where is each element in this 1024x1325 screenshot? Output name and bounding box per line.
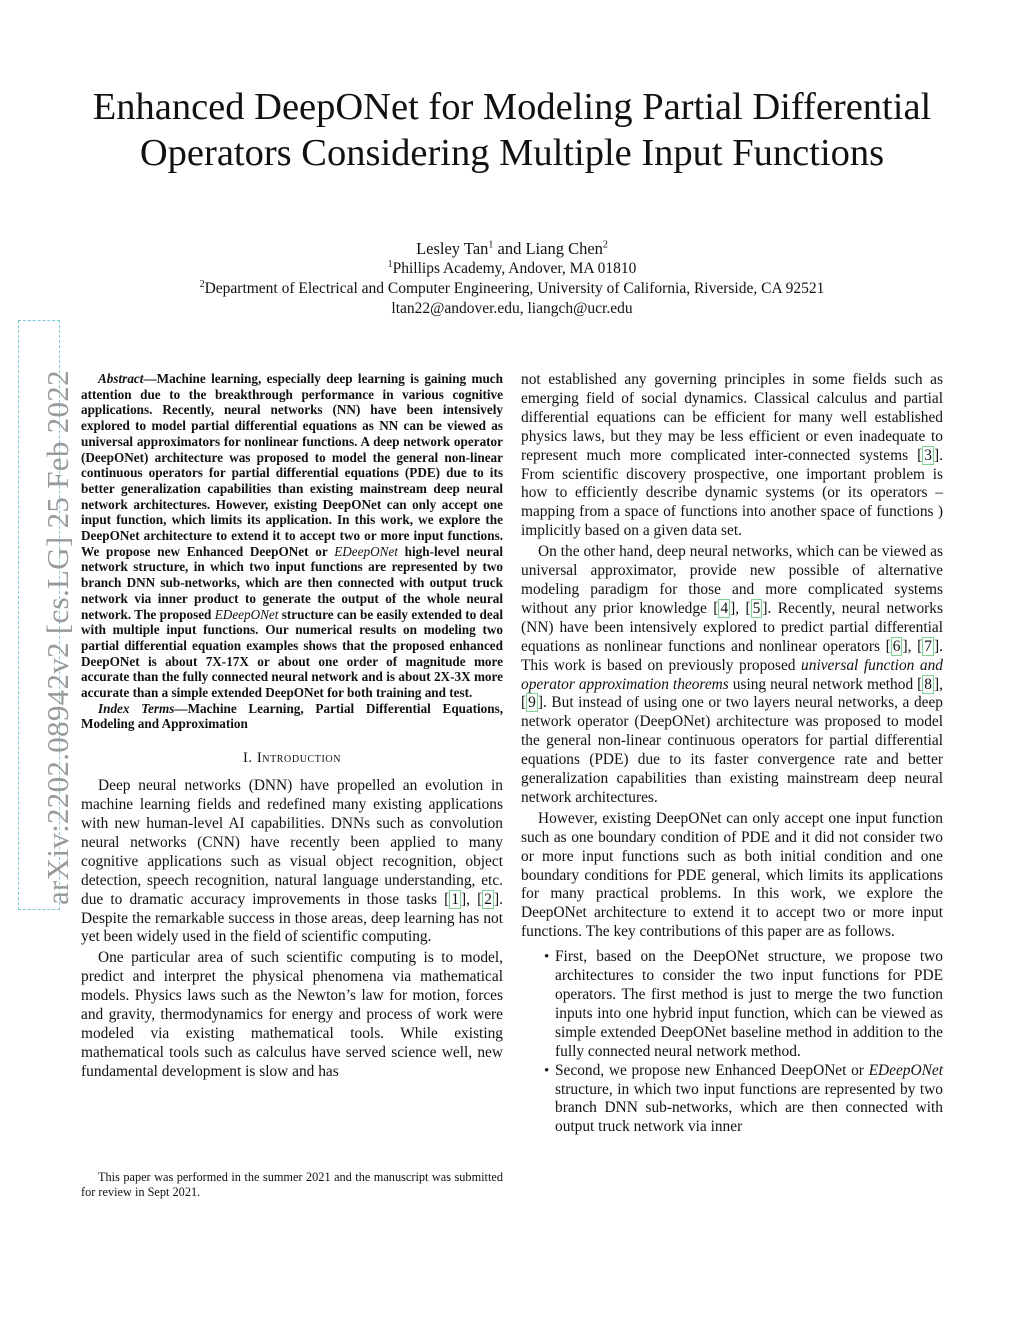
index-terms-dash: — <box>174 700 188 716</box>
abstract-text-1: Machine learning, especially deep learning is gaining much attention due to the breakthrough performance in various cognitive applications. Recently, neural networks (NN) have been intensively explored to model partial differential equations as NN can be viewed as universal approximators for nonlinear functions. A deep network operator (DeepONet) architecture was proposed to model the general non-linear continuous operators for partial differential equations (PDE) due to its better generalization capabilities than existing mainstream deep neural network architectures. However, existing DeepONet can only accept one input function, which limits its application. In this work, we explore the DeepONet architecture to extend it to accept two or more input functions. We propose new Enhanced DeepONet or <box>81 371 503 559</box>
list-item <box>521 1062 943 1138</box>
citation-link[interactable]: 2 <box>484 890 492 908</box>
intro-paragraph-continued: not established any governing principles in some fields such as emerging field of social dynamics. Classical calculus and partial differential equations can be efficient for many well established physics laws, but they may be less efficient or even inadequate to represent much more complicated inter-connected systems [ 3 ]. From scientific discovery prospective, one important problem is how to efficiently describe dynamic systems (or its operators – mapping from a space of functions into another space of functions ) implicitly based on a given data set. <box>521 371 943 540</box>
left-column <box>81 371 503 1082</box>
contribution-2-text-a: Second, we propose new Enhanced DeepONet or <box>555 1061 869 1079</box>
citation-link[interactable]: 1 <box>451 890 460 908</box>
author-and: and <box>493 239 526 258</box>
section-heading-introduction: I. Introduction <box>242 750 342 767</box>
footnote: This paper was performed in the summer 2021 and the manuscript was submitted for review in Sept 2021. <box>81 1170 503 1199</box>
paper-title: Enhanced DeepONet for Modeling Partial Differential Operators Considering Multiple Input Functions <box>92 86 932 174</box>
intro-r2-sep-1: , <box>735 599 746 617</box>
affiliation-1-text: Phillips Academy, Andover, MA 01810 <box>392 260 637 277</box>
intro-r2-sep-2: , <box>907 637 918 655</box>
citation-link[interactable]: 9 <box>528 694 536 712</box>
contributions-list <box>521 948 943 1137</box>
contribution-2-italic: EDeepONet <box>868 1061 943 1079</box>
author-2-sup: 2 <box>602 239 608 251</box>
intro-r1-text-a: not established any governing principles in some fields such as emerging field of social dynamics. Classical calculus and partial differential equations can be efficient for many well established physics laws, but they may be less efficient or even inadequate to represent much more complicated inter-connected systems <box>521 371 943 464</box>
citation-link[interactable]: 5 <box>752 599 761 617</box>
intro-r2-text-h: . But instead of using one or two layers neural networks, a deep network operator (DeepONet) architecture was proposed to model the general non-linear continuous operators for partial differential equations (PDE) due to its faster convergence rate and better generalization capabilities than existing mainstream deep neural network architectures. <box>521 694 943 806</box>
author-emails[interactable]: ltan22@andover.edu, liangch@ucr.edu <box>391 300 633 317</box>
intro-paragraph-3: On the other hand, deep neural networks, which can be viewed as universal approximator, provide new possible of alternative modeling paradigm for those and more complicated systems without any prior knowledge [ 4 ], [ 5 ]. Recently, neural networks (NN) have been intensively explored to predict partial differential equations as nonlinear functions and nonlinear operators [ 6 ], [ 7 ]. This work is based on previously proposed universal function and operator approximation theorems using neural network method [ 8 ], [ 9 ]. But instead of using one or two layers neural networks, a deep network operator (DeepONet) architecture was proposed to model the general non-linear continuous operators for partial differential equations (PDE) due to its faster convergence rate and better generalization capabilities than existing mainstream deep neural network architectures. <box>521 543 943 806</box>
abstract-label: Abstract <box>98 371 144 386</box>
list-item <box>521 948 943 1061</box>
abstract <box>81 371 503 701</box>
author-1-sup: 1 <box>488 239 494 251</box>
intro-p1-text-a: Deep neural networks (DNN) have propelled an evolution in machine learning fields and redefined many existing applications with new human-level AI capabilities. DNNs such as convolution neural networks (CNN) have recently been applied to many cognitive applications such as visual object recognition, object detection, speech recognition, natural language understanding, etc. due to dramatic accuracy improvements in those tasks <box>81 777 503 908</box>
intro-p1-sep: , <box>466 890 478 908</box>
citation-link[interactable]: 4 <box>720 599 729 617</box>
citation-link[interactable]: 8 <box>924 675 932 693</box>
intro-r2-sep-3: , <box>939 675 943 693</box>
citation-link[interactable]: 7 <box>924 637 932 655</box>
author-1: Lesley Tan <box>416 239 489 258</box>
citation-link[interactable]: 6 <box>892 637 901 655</box>
bullet-icon: • <box>544 1062 550 1079</box>
affiliation-2-text: Department of Electrical and Computer Engineering, University of California, Riverside, CA 92521 <box>204 280 825 297</box>
affiliation-2 <box>80 279 944 299</box>
contribution-2-text-b: structure, in which two input functions are represented by two branch DNN sub-networks, which are then connected with output truck network via inner <box>555 1080 943 1136</box>
affiliation-1 <box>80 259 944 279</box>
abstract-text-3: structure can be easily extended to deal with multiple input functions. Our numerical results on modeling two partial differential equation examples shows that the proposed enhanced DeepONet is about 7X-17X or about one order of magnitude more accurate than the fully connected neural network and is about 2X-3X more accurate than a simple extended DeepONet for both training and test. <box>81 606 503 701</box>
intro-paragraph-2: One particular area of such scientific computing is to model, predict and interpret the physical phenomena via mathematical models. Physics laws such as the Newton’s law for motion, forces and gravity, thermodynamics for energy and process of work were modeled via existing mathematical tools. While existing mathematical tools such as calculus have served science well, new fundamental development is slow and has <box>81 949 503 1080</box>
index-terms <box>81 701 503 732</box>
intro-p1-text-c: . Despite the remarkable success in those areas, deep learning has not yet been widely used in the field of scientific computing. <box>81 890 503 946</box>
contribution-1-text: First, based on the DeepONet structure, we propose two architectures to consider the two input functions for PDE operators. The first method is just to merge the two function inputs into one hybrid input function, which can be viewed as simple extended DeepONet baseline method in addition to the fully connected neural network method. <box>555 948 943 1060</box>
intro-r2-text-a: On the other hand, deep neural networks, which can be viewed as universal approximator, provide new possible of alternative modeling paradigm for those and more complicated systems without any prior knowledge <box>521 543 943 617</box>
arxiv-identifier[interactable]: arXiv:2202.08942v2 [cs.LG] 25 Feb 2022 <box>40 370 75 905</box>
abstract-edeeponet-2: EDeepONet <box>214 606 279 622</box>
citation-link[interactable]: 3 <box>924 446 932 464</box>
index-terms-label: Index Terms <box>98 700 175 716</box>
author-2: Liang Chen <box>525 239 603 258</box>
intro-r2-text-e: . This work is based on previously proposed <box>521 637 943 674</box>
intro-r2-text-c: . Recently, neural networks (NN) have been intensively explored to predict partial differential equations as nonlinear functions and nonlinear operators <box>521 599 943 655</box>
author-names <box>80 238 944 259</box>
intro-r2-text-f: using neural network method <box>728 675 918 693</box>
abstract-edeeponet-1: EDeepONet <box>334 543 398 559</box>
intro-r2-italic: universal function and operator approximation theorems <box>521 656 943 693</box>
intro-r1-text-b: . From scientific discovery prospective, one important problem is how to efficiently describe dynamic systems (or its operators – mapping from a space of functions into another space of functions ) implicitly based on a given data set. <box>521 446 943 540</box>
bullet-icon: • <box>544 949 550 966</box>
abstract-text-2: high-level neural network structure, in which two input functions are represented by two branch DNN sub-networks, which are then connected with output truck network via inner product to generate the output of the whole neural network. The proposed <box>81 543 503 622</box>
index-terms-text: Machine Learning, Partial Differential Equations, Modeling and Approximation <box>81 700 503 732</box>
affiliation-2-sup: 2 <box>199 278 205 290</box>
intro-paragraph-1: Deep neural networks (DNN) have propelled an evolution in machine learning fields and redefined many existing applications with new human-level AI capabilities. DNNs such as convolution neural networks (CNN) have recently been applied to many cognitive applications such as visual object recognition, object detection, speech recognition, natural language understanding, etc. due to dramatic accuracy improvements in those tasks [ 1 ], [ 2 ]. Despite the remarkable success in those areas, deep learning has not yet been widely used in the field of scientific computing. <box>81 777 503 946</box>
right-column <box>521 371 943 1137</box>
author-block <box>80 238 944 319</box>
affiliation-1-sup: 1 <box>387 258 393 270</box>
intro-paragraph-4: However, existing DeepONet can only accept one input function such as one boundary condition of PDE and it did not consider two or more input functions such as both initial condition and one boundary conditions for PDE general, which limits its applications for many practical problems. In this work, we explore the DeepONet architecture to extend it to accept two or more input functions. The key contributions of this paper are as follows. <box>521 809 943 941</box>
abstract-dash: — <box>143 371 157 386</box>
